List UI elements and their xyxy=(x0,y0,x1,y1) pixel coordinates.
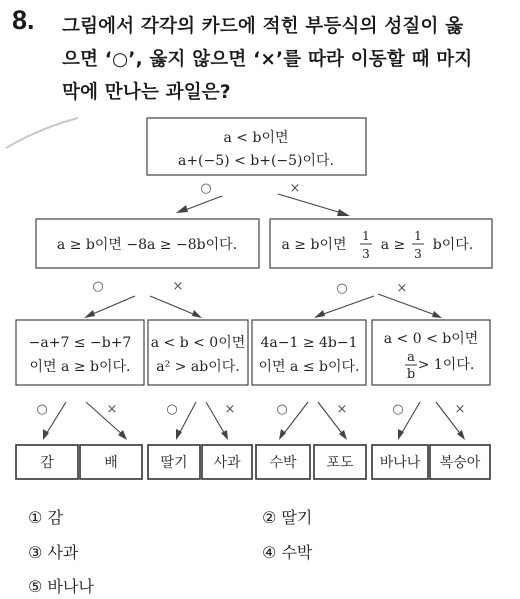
option-5-number: ⑤ xyxy=(28,577,43,596)
mark-c3-wrong: × xyxy=(336,402,348,417)
card-c4-frac-num: a xyxy=(407,350,415,365)
fruit-label-1: 감 xyxy=(40,455,54,471)
arrow-left-left xyxy=(88,296,135,316)
fruit-label-3: 딸기 xyxy=(160,455,188,471)
option-2-label: 딸기 xyxy=(281,508,313,527)
option-5-label: 바나나 xyxy=(47,577,94,596)
fruit-label-6: 포도 xyxy=(326,455,354,471)
mark-c2-wrong: × xyxy=(224,402,236,417)
card-c3-line-1: 4a−1 ≥ 4b−1 xyxy=(260,335,358,351)
arrowhead xyxy=(314,310,325,318)
mark-root-wrong: × xyxy=(289,181,301,196)
arrow-c2-left xyxy=(178,402,196,436)
option-1-label: 감 xyxy=(47,508,63,527)
mark-c1-correct: ○ xyxy=(36,402,48,417)
arrowhead xyxy=(192,310,202,318)
arrow-right-right xyxy=(378,294,438,316)
card-c1-line-1: −a+7 ≤ −b+7 xyxy=(28,335,132,351)
mark-left-correct: ○ xyxy=(92,279,104,294)
option-3[interactable] xyxy=(28,540,78,563)
arrow-right-left xyxy=(318,296,374,316)
arrowhead xyxy=(432,311,442,318)
fruit-label-5: 수박 xyxy=(269,455,297,471)
arrowhead xyxy=(176,205,188,213)
fruit-label-7: 바나나 xyxy=(379,455,421,471)
card-c4-line-1: a < 0 < b이면 xyxy=(383,331,479,347)
card-right-post: b이다. xyxy=(432,237,474,253)
card-c1-line-2: 이면 a ≥ b이다. xyxy=(29,359,131,375)
arrowhead xyxy=(279,429,286,440)
mark-right-correct: ○ xyxy=(336,281,348,296)
fruit-label-8: 복숭아 xyxy=(439,455,481,471)
card-left-line-1: a ≥ b이면 −8a ≥ −8b이다. xyxy=(56,237,238,253)
arrowhead xyxy=(84,310,95,318)
arrow-c1-right xyxy=(86,402,124,436)
mark-c3-correct: ○ xyxy=(276,402,288,417)
arrow-root-right xyxy=(278,194,345,214)
arrow-c1-left xyxy=(45,402,66,436)
card-c4-frac-den: b xyxy=(406,367,416,382)
card-root-line-2: a+(−5) < b+(−5)이다. xyxy=(177,153,335,169)
card-root-line-1: a < b이면 xyxy=(223,130,289,146)
card-c2 xyxy=(148,320,248,385)
card-c3 xyxy=(252,320,366,385)
card-c4-post: > 1이다. xyxy=(417,357,475,373)
question-text-line-3: 막에 만나는 과일은? xyxy=(62,82,231,103)
pencil-mark xyxy=(6,118,78,148)
arrow-c2-right xyxy=(206,402,226,436)
mark-c4-wrong: × xyxy=(454,402,466,417)
option-3-label: 사과 xyxy=(47,543,79,562)
mark-right-wrong: × xyxy=(396,281,408,296)
fruit-label-2: 배 xyxy=(104,455,118,471)
option-2[interactable] xyxy=(262,505,312,528)
fruit-label-4: 사과 xyxy=(213,455,241,471)
option-4-label: 수박 xyxy=(281,543,313,562)
arrow-left-right xyxy=(150,296,198,316)
mark-left-wrong: × xyxy=(172,279,184,294)
card-right-pre: a ≥ b이면 xyxy=(281,237,347,253)
arrowhead xyxy=(337,209,350,216)
mark-c4-correct: ○ xyxy=(392,402,404,417)
question-text-line-1: 그림에서 각각의 카드에 적힌 부등식의 성질이 옳 xyxy=(62,16,464,37)
mark-c2-correct: ○ xyxy=(166,402,178,417)
card-right-mid: a ≥ xyxy=(380,237,406,253)
mark-root-correct: ○ xyxy=(200,181,212,196)
card-right-frac2-den: 3 xyxy=(414,247,422,261)
option-1[interactable] xyxy=(28,505,63,528)
option-1-number: ① xyxy=(28,508,43,527)
option-4[interactable] xyxy=(262,540,312,563)
option-3-number: ③ xyxy=(28,543,43,562)
card-c4 xyxy=(372,320,490,385)
question-number: 8. xyxy=(12,5,35,35)
question-text-line-2: 으면 ‘○’, 옳지 않으면 ‘×’를 따라 이동할 때 마지 xyxy=(62,49,473,70)
card-right-frac2-num: 1 xyxy=(414,229,422,243)
card-right-frac1-den: 3 xyxy=(362,247,370,261)
card-c2-line-1: a < b < 0이면 xyxy=(150,335,246,351)
card-c1 xyxy=(16,320,144,385)
arrowhead xyxy=(221,430,228,440)
option-2-number: ② xyxy=(262,508,277,527)
card-c2-line-2: a² > ab이다. xyxy=(156,359,240,375)
mark-c1-wrong: × xyxy=(106,402,118,417)
card-c3-line-2: 이면 a ≤ b이다. xyxy=(258,359,360,375)
option-5[interactable] xyxy=(28,574,94,597)
option-4-number: ④ xyxy=(262,543,277,562)
card-right-frac1-num: 1 xyxy=(362,229,370,243)
